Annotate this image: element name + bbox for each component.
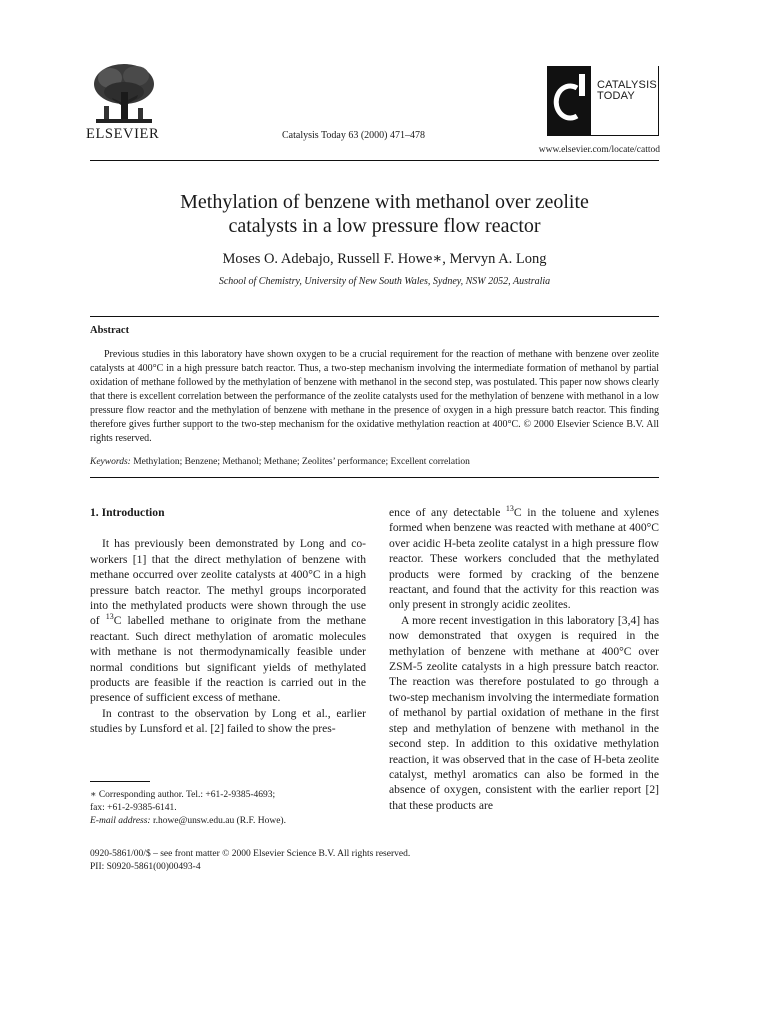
elsevier-logo — [86, 62, 160, 146]
superscript: 13 — [105, 612, 114, 622]
keywords — [90, 457, 659, 467]
footnote-email — [90, 815, 366, 828]
title-line-1: Methylation of benzene with methanol over zeolite — [180, 191, 589, 213]
email-label: E-mail address: — [90, 816, 151, 826]
catalysis-today-logo — [547, 66, 659, 136]
paragraph: In contrast to the observation by Long et al., earlier studies by Lunsford et al. [2] failed to show the pres- — [90, 706, 366, 736]
journal-url[interactable]: www.elsevier.com/locate/cattod — [538, 145, 660, 155]
superscript: 13 — [505, 504, 514, 514]
journal-logo-line1: CATALYSIS — [597, 79, 657, 91]
header-divider — [90, 160, 659, 161]
title-line-2: catalysts in a low pressure flow reactor — [228, 215, 541, 237]
c-letter-icon — [547, 66, 591, 136]
abstract-bottom-rule — [90, 477, 659, 478]
footnote — [90, 789, 366, 828]
journal-logo-text — [597, 80, 657, 102]
footnote-line-2: fax: +61-2-9385-6141. — [90, 803, 177, 813]
copyright-info — [90, 848, 410, 874]
abstract-top-rule — [90, 316, 659, 317]
journal-logo-line2: TODAY — [597, 90, 635, 102]
elsevier-tree-icon — [90, 62, 158, 126]
paragraph-text: C in the toluene and xylenes formed when benzene was reacted with methane at 400°C over acidic H-beta zeolite catalyst in a high pressure flow reactor. These workers concluded that the methylated products were formed by cracking of the benzene reactant, and found that the activity for this reaction was only present in strongly acidic zeolites. — [389, 506, 659, 612]
abstract-heading: Abstract — [90, 325, 130, 336]
affiliation: School of Chemistry, University of New South Wales, Sydney, NSW 2052, Australia — [218, 276, 551, 287]
keywords-list: Methylation; Benzene; Methanol; Methane; Zeolites’ performance; Excellent correlation — [133, 457, 470, 467]
email-address[interactable]: r.howe@unsw.edu.au (R.F. Howe). — [150, 816, 286, 826]
paragraph-text: It has previously been demonstrated by Long and co-workers [1] that the direct methylation of benzene with methane occurred over zeolite catalysts at 400°C in a high pressure batch reactor. The methyl groups incorporated into the methylated products were shown through the use of — [90, 537, 366, 628]
journal-reference: Catalysis Today 63 (2000) 471–478 — [282, 130, 425, 141]
publisher-name: ELSEVIER — [86, 126, 160, 142]
right-column — [389, 505, 659, 813]
abstract-body: Previous studies in this laboratory have shown oxygen to be a crucial requirement for the reaction of methane with benzene over zeolite catalysts at 400°C in a high pressure batch reactor. Thus, a two-step mechanism involving the intermediate formation of methanol by partial oxidation of methane followed by the methylation of benzene with methanol in the second step, was postulated. This paper now shows clearly that there is excellent correlation between the performance of the zeolite catalysts used for the methylation of benzene with methanol in a low pressure flow reactor and the methylation of benzene with methane in the presence of oxygen in a high pressure batch reactor. This finding therefore gives further support to the two-step mechanism for the oxidative methylation reaction at 400°C. © 2000 Elsevier Science B.V. All rights reserved. — [90, 349, 659, 444]
left-column — [90, 505, 366, 737]
copyright-line: 0920-5861/00/$ – see front matter © 2000 Elsevier Science B.V. All rights reserved. — [90, 849, 411, 859]
paragraph — [389, 505, 659, 613]
paragraph: A more recent investigation in this laboratory [3,4] has now demonstrated that oxygen is required in the methylation of benzene with methane at 400°C over ZSM-5 zeolite catalysts in a high pressure batch reactor. The reaction was therefore postulated to go through a two-step mechanism involving the intermediate formation of methanol by partial oxidation of methane in the first step and methylation of benzene with methanol in the second step. In addition to this oxidative methylation reaction, it was observed that in the case of H-beta zeolite catalyst, methyl aromatics can also be formed in the absence of oxygen, consistent with the earlier report [2] that these products are — [389, 613, 659, 812]
article-title — [90, 190, 679, 238]
pii-line: PII: S0920-5861(00)00493-4 — [90, 862, 201, 872]
section-title: 1. Introduction — [90, 506, 165, 519]
footnote-rule — [90, 781, 150, 782]
paragraph-text: ence of any detectable — [389, 506, 506, 519]
paragraph — [90, 536, 366, 705]
footnote-line-1: ∗ Corresponding author. Tel.: +61-2-9385-4693; — [90, 790, 276, 800]
logo-block — [547, 66, 591, 136]
keywords-label: Keywords: — [90, 457, 131, 467]
authors: Moses O. Adebajo, Russell F. Howe∗, Mervyn A. Long — [222, 251, 547, 267]
paragraph-text: C labelled methane to originate from the methane reactant. Such direct methylation of aromatic molecules with methane is not thermodynamically feasible under normal conditions but significant yields of methylated products are feasible if the reaction is carried out in the presence of sufficient excess of methane. — [90, 614, 366, 705]
